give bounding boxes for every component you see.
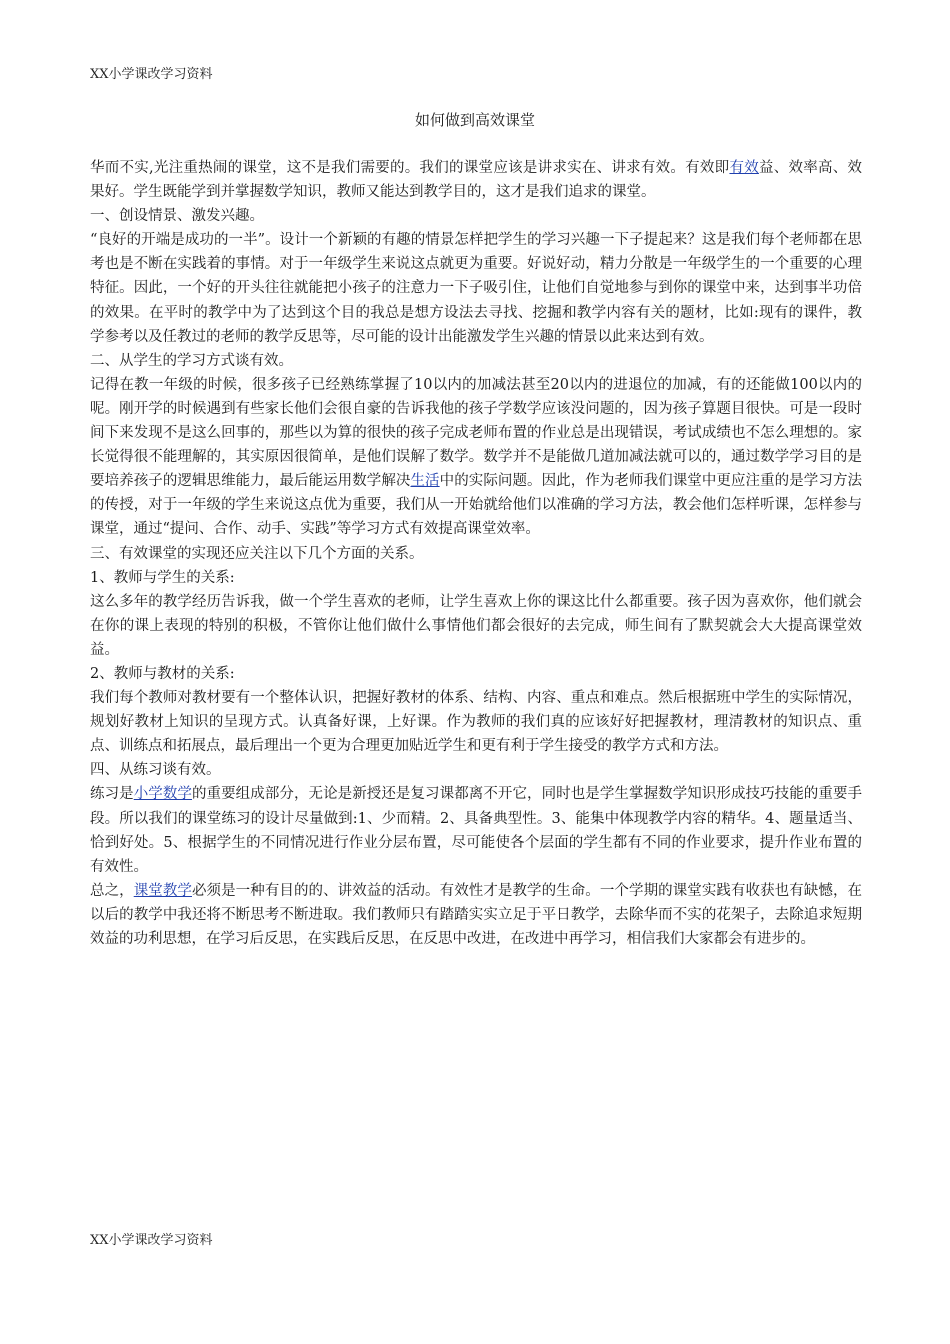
page-header: XX小学课改学习资料 — [90, 67, 213, 82]
paragraph-teacher-textbook: 我们每个教师对教材要有一个整体认识，把握好教材的体系、结构、内容、重点和难点。然后根据班中学生的实际情况，规划好教材上知识的呈现方式。认真备好课，上好课。作为教师的我们真的应该好好把握教材，理清教材的知识点、重点、训练点和拓展点，最后理出一个更为合理更加贴近学生和更有利于学生接受的教学方式和方法。 — [90, 690, 862, 755]
paragraph-conclusion: 总之，课堂教学必须是一种有目的的、讲效益的活动。有效性才是教学的生命。一个学期的课堂实践有收获也有缺憾，在以后的教学中我还将不断思考不断进取。我们教师只有踏踏实实立足于平日教学，去除华而不实的花架子，去除追求短期效益的功利思想，在学习后反思，在实践后反思，在反思中改进，在改进中再学习，相信我们大家都会有进步的。 — [90, 882, 863, 947]
section-heading-4: 四、从练习谈有效。 — [90, 762, 221, 779]
paragraph-teacher-student: 这么多年的教学经历告诉我，做一个学生喜欢的老师，让学生喜欢上你的课这比什么都重要。孩子因为喜欢你，他们就会在你的课上表现的特别的积极，不管你让他们做什么事情他们都会很好的去完成，师生间有了默契就会大大提高课堂效益。 — [90, 593, 862, 658]
subheading-3-1: 1、教师与学生的关系: — [90, 569, 235, 586]
subheading-3-2: 2、教师与教材的关系: — [90, 665, 235, 682]
section-heading-1: 一、创设情景、激发兴趣。 — [90, 208, 264, 225]
page-footer: XX小学课改学习资料 — [90, 1233, 213, 1248]
section-heading-2: 二、从学生的学习方式谈有效。 — [90, 352, 293, 369]
paragraph-intro: 华而不实,光注重热闹的课堂，这不是我们需要的。我们的课堂应该是讲求实在、讲求有效。有效即有效益、效率高、效果好。学生既能学到并掌握数学知识，教师又能达到教学目的，这才是我们追求的课堂。 — [90, 160, 862, 201]
link-life[interactable]: 生活 — [410, 473, 440, 490]
document-body — [90, 156, 862, 951]
link-effective[interactable]: 有效 — [729, 160, 759, 176]
document-title: 如何做到高效课堂 — [414, 111, 535, 129]
link-classroom-teaching[interactable]: 课堂教学 — [133, 882, 192, 899]
paragraph-section-2: 记得在教一年级的时候，很多孩子已经熟练掌握了10以内的加减法甚至20以内的进退位的加减，有的还能做100以内的呢。刚开学的时候遇到有些家长他们会很自豪的告诉我他的孩子学数学应该没问题的，因为孩子算题目很快。可是一段时间下来发现不是这么回事的，那些以为算的很快的孩子完成老师布置的作业总是出现错误，考试成绩也不怎么理想的。家长觉得很不能理解的，其实原因很简单，是他们误解了数学。数学并不是能做几道加减法就可以的，通过数学学习目的是要培养孩子的逻辑思维能力，最后能运用数学解决生活中的实际问题。因此，作为老师我们课堂中更应注重的是学习方法的传授，对于一年级的学生来说这点优为重要，我们从一开始就给他们以准确的学习方法，教会他们怎样听课，怎样参与课堂，通过“提问、合作、动手、实践”等学习方式有效提高课堂效率。 — [90, 376, 863, 538]
section-heading-3: 三、有效课堂的实现还应关注以下几个方面的关系。 — [90, 545, 424, 562]
paragraph-section-4: 练习是小学数学的重要组成部分，无论是新授还是复习课都离不开它，同时也是学生掌握数学知识形成技巧技能的重要手段。所以我们的课堂练习的设计尽量做到:1、少而精。2、具备典型性。3、能集中体现教学内容的精华。4、题量适当、恰到好处。5、根据学生的不同情况进行作业分层布置，尽可能使各个层面的学生都有不同的作业要求，提升作业布置的有效性。 — [90, 786, 863, 875]
link-primary-math[interactable]: 小学数学 — [133, 786, 192, 803]
paragraph-section-1: “良好的开端是成功的一半”。设计一个新颖的有趣的情景怎样把学生的学习兴趣一下子提起来？这是我们每个老师都在思考也是不断在实践着的事情。对于一年级学生来说这点就更为重要。好说好动，精力分散是一年级学生的一个重要的心理特征。因此，一个好的开头往往就能把小孩子的注意力一下子吸引住，让他们自觉地参与到你的课堂中来，达到事半功倍的效果。在平时的教学中为了达到这个目的我总是想方设法去寻找、挖掘和教学内容有关的题材，比如:现有的课件，教学参考以及任教过的老师的教学反思等，尽可能的设计出能激发学生兴趣的情景以此来达到有效。 — [90, 232, 862, 345]
